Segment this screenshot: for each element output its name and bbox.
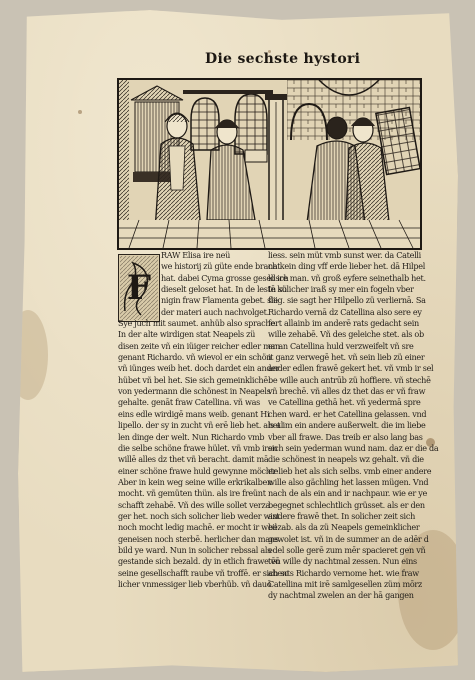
woodcut-illustration	[117, 78, 422, 250]
text-line: gehalte. genāt fraw Catellina. vñ was	[118, 397, 260, 408]
text-line: nigin fraw Flamenta gebet. sie	[161, 295, 278, 306]
text-line: ander edlen frawē gekert het. vñ vmb ir sel	[268, 363, 434, 374]
text-line: die schönest in neapels wz gehalt. vñ die	[268, 454, 424, 465]
text-line: dieselt geloset hat. In de lestē kü	[161, 284, 287, 295]
text-line: genant Richardo. vñ wievol er ein schön	[118, 352, 272, 363]
text-line: der materi auch nachvolget.	[161, 306, 269, 317]
text-line: hübet vñ bel het. Sie sich gemeinklichē	[118, 374, 268, 385]
text-line: noch mocht ledig machē. er mocht ir weil	[118, 522, 277, 533]
text-line: hat. dabei Cyma grosse gesellsch	[161, 272, 289, 283]
text-column-left	[118, 250, 289, 590]
text-line: einer schöne frawe huld gewynne möchte	[118, 465, 279, 476]
text-line: Richardo vernā dz Catellina also sere ey	[268, 306, 422, 317]
text-line: chen ward. er het Catellina gelassen. vnd	[268, 408, 427, 419]
text-line: eins edle wirdigē mans weib. genant Hi	[118, 408, 270, 419]
text-line: ger het. noch sich solicher lieb weder wist	[118, 510, 280, 521]
water-stain	[8, 310, 48, 400]
text-line: Catellina mit irē samlgesellen züm mōrz	[268, 578, 422, 589]
text-line: lo ire man. vñ groß eyfere seinethalb het.	[268, 272, 426, 283]
text-line: vñ brechē. vñ alles dz thet das er vñ fraw	[268, 386, 426, 397]
text-line: wille zehabē. Vñ des geleiche stet. als ob	[268, 329, 424, 340]
text-line: er an Catellina huld verzweifelt vñ sre	[268, 340, 414, 351]
text-line: edel solle gerē zum mēr spacieret gen vñ	[268, 544, 426, 555]
text-line: het im ein andere außerwelt. die im liebe	[268, 420, 426, 431]
text-line: gewolet ist. vñ in de summer an de adēr d	[268, 533, 429, 544]
woodcut-scene	[119, 80, 420, 248]
text-line: RAW Elisa ire neü	[161, 250, 231, 260]
text-line: bild ye ward. Nun in solicher rebssal als	[118, 544, 272, 555]
text-line: liess. sein müt vmb sunst wer. da Catelli	[268, 250, 421, 260]
text-column-right	[268, 250, 439, 602]
text-line: von yedermann die schönest in Neapels	[118, 386, 271, 397]
text-line: sich sein yederman wund nam. daz er die da	[268, 442, 439, 453]
foxing-spot	[78, 110, 82, 114]
text-line: ve Catellina gethā het. vñ yedermā spre	[268, 397, 421, 408]
text-line: tēn wille dy nachtmal zessen. Nun eins	[268, 556, 417, 567]
text-line: mocht. vñ gemüten thün. als ire freünt	[118, 488, 266, 499]
text-line: dy nachtmal zwelen an der hā gangen	[268, 590, 414, 601]
text-line: nach de als ein and ir nachpaur. wie er ye	[268, 488, 428, 499]
text-line: licher vnmessiger lieb vberhüb. vñ dauō	[118, 578, 272, 589]
running-title: Die sechste hystori	[205, 51, 361, 67]
text-line: gestande sich bezald. dy in etlich frawe vō	[118, 556, 280, 567]
text-line: vber all frawe. Das treib er also lang bas	[268, 431, 423, 442]
text-line: begegnet schlechtlich grüsset. als er den	[268, 499, 425, 510]
text-line: die selbe schöne frawe hület. vñ vmb iren	[118, 442, 278, 453]
text-line: andere frawē thet. In solicher zeit sich	[268, 510, 415, 521]
text-line: In solicher iraß sy mer ein fogeln vber	[268, 284, 414, 295]
text-line: we historij zü güte ende bracht	[161, 261, 281, 272]
text-line: it ganz verwegē het. vñ sein lieb zü einer	[268, 352, 425, 363]
text-line: na kein ding vff erde lieber het. dā Hilpel	[268, 261, 426, 272]
text-line: schafft zehabē. Vñ des wille sollet verza	[118, 499, 270, 510]
text-line: vñ iünges weib het. doch dardet ein ander	[118, 363, 280, 374]
text-line: Aber in kein weg seine wille erkrikalben	[118, 476, 272, 487]
text-line: er lieb het als sich selbs. vmb einer andere	[268, 465, 432, 476]
initial-letter: F	[126, 268, 152, 308]
text-line: len dinge der welt. Nun Richardo vmb	[118, 431, 265, 442]
text-line: lipello. der sy in zucht vñ erē lieb het. als al	[118, 420, 283, 431]
text-line: geneisen noch sterbē. herlicher dan mans	[118, 533, 279, 544]
text-line: willē alles dz thet vñ beracht. damit mā	[118, 454, 269, 465]
text-line: fliig. sie sagt her Hilpello zü verliernā. Sa	[268, 295, 426, 306]
text-line: abents Richardo vernome het. wie fraw	[268, 567, 419, 578]
text-line: bezab. als da zü Neapels gemeinklicher	[268, 522, 420, 533]
text-line: In der alte wirdigen stat Neapels zü	[118, 329, 256, 340]
text-line: wille also gächling het lassen mügen. Vnd	[268, 476, 429, 487]
text-line: disen zeite vñ ein iüiger reicher edler man	[118, 340, 280, 351]
text-line: seine gesellschafft raube vñ troffē. er sich so	[118, 567, 289, 578]
text-line: be wille auch antrūb zü hoffiere. vñ stechē	[268, 374, 431, 385]
text-line: Sye juch mit saumet. anhüb also sprache.	[118, 318, 278, 329]
text-line: fert allainb im anderē rats gedacht sein	[268, 318, 419, 329]
